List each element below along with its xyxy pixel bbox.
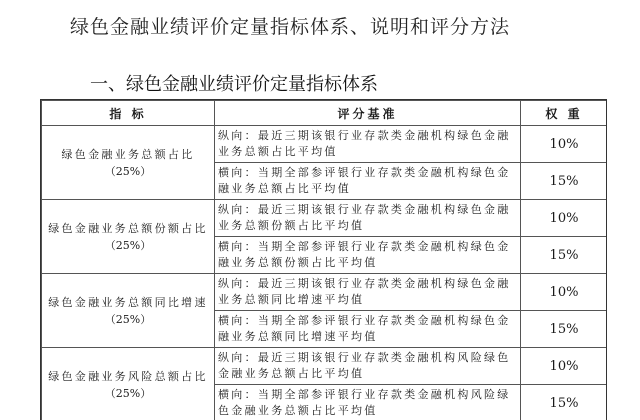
weight-cell: 15%	[521, 311, 608, 348]
section-title: 一、绿色金融业绩评价定量指标体系	[90, 74, 378, 95]
indicator-name: 绿色金融业务总额占比	[61, 147, 195, 161]
document-title: 绿色金融业绩评价定量指标体系、说明和评分方法	[70, 16, 511, 38]
criteria-cell: 横向：当期全部参评银行业存款类金融机构绿色金融业务总额占比平均值	[215, 163, 521, 200]
criteria-cell: 横向：当期全部参评银行业存款类金融机构绿色金融业务总额同比增速平均值	[215, 311, 521, 348]
indicator-cell	[42, 274, 215, 348]
indicator-name: 绿色金融业务总额份额占比	[48, 221, 208, 235]
table-row	[42, 348, 608, 385]
indicator-name: 绿色金融业务风险总额占比	[48, 369, 208, 383]
weight-cell: 10%	[521, 274, 608, 311]
weight-cell: 10%	[521, 126, 608, 163]
criteria-cell: 纵向：最近三期该银行业存款类金融机构风险绿色金融业务总额占比平均值	[215, 348, 521, 385]
criteria-cell: 纵向：最近三期该银行业存款类金融机构绿色金融业务总额同比增速平均值	[215, 274, 521, 311]
indicator-cell	[42, 348, 215, 420]
weight-cell: 10%	[521, 348, 608, 385]
criteria-cell: 横向：当期全部参评银行业存款类金融机构绿色金融业务总额份额占比平均值	[215, 237, 521, 274]
criteria-cell: 纵向：最近三期该银行业存款类金融机构绿色金融业务总额占比平均值	[215, 126, 521, 163]
indicator-weight: （25%）	[104, 312, 152, 326]
criteria-cell: 横向：当期全部参评银行业存款类金融机构风险绿色金融业务总额占比平均值	[215, 385, 521, 420]
header-criteria: 评分基准	[215, 101, 521, 126]
table-row	[42, 274, 608, 311]
table-header-row	[42, 101, 608, 126]
indicator-name: 绿色金融业务总额同比增速	[48, 295, 208, 309]
indicator-weight: （25%）	[104, 386, 152, 400]
indicator-cell	[42, 200, 215, 274]
criteria-cell: 纵向：最近三期该银行业存款类金融机构绿色金融业务总额份额占比平均值	[215, 200, 521, 237]
weight-cell: 10%	[521, 200, 608, 237]
indicator-weight: （25%）	[104, 238, 152, 252]
indicator-table-frame	[40, 99, 607, 420]
weight-cell: 15%	[521, 385, 608, 420]
table-row	[42, 126, 608, 163]
table-row	[42, 200, 608, 237]
header-indicator: 指 标	[42, 101, 215, 126]
weight-cell: 15%	[521, 237, 608, 274]
header-weight: 权 重	[521, 101, 608, 126]
indicator-cell	[42, 126, 215, 200]
indicator-table	[41, 100, 607, 420]
indicator-weight: （25%）	[104, 164, 152, 178]
weight-cell: 15%	[521, 163, 608, 200]
